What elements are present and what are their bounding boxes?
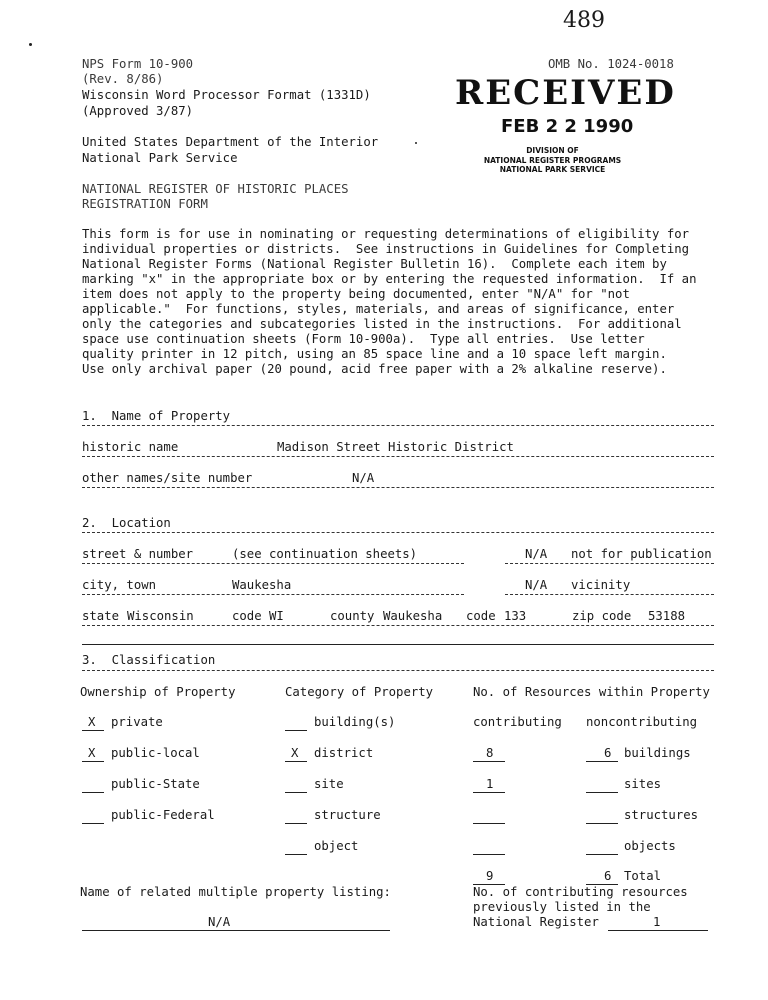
county-value: Waukesha — [383, 609, 443, 623]
instructions-line: individual properties or districts. See instructions in Guidelines for Completing — [82, 242, 690, 256]
instructions-line: marking "x" in the appropriate box or by entering the requested information. If an — [82, 272, 697, 286]
stray-mark — [415, 142, 417, 144]
instructions-line: quality printer in 12 pitch, using an 85 space line and a 10 space left margin. — [82, 347, 667, 361]
category-label: district — [314, 746, 374, 760]
contributing-count: 8 — [486, 746, 494, 760]
stamp-received-text: RECEIVED — [455, 73, 676, 113]
noncontributing-count: 6 — [604, 746, 612, 760]
agency-line: National Park Service — [82, 151, 238, 165]
section-heading: 2. Location — [82, 516, 171, 530]
category-label: structure — [314, 808, 381, 822]
instructions-line: only the categories and subcategories listed in the instructions. For additional — [82, 317, 682, 331]
instructions-line: National Register Forms (National Register Bulletin 16). Complete each item by — [82, 257, 667, 271]
field-underline — [82, 487, 714, 488]
section-heading: 3. Classification — [82, 653, 216, 667]
street-label: street & number — [82, 547, 194, 561]
checkbox-buildings[interactable] — [285, 730, 307, 731]
resource-type-label: structures — [624, 808, 699, 822]
omb-number: OMB No. 1024-0018 — [548, 57, 674, 71]
noncontributing-field[interactable] — [586, 823, 618, 824]
zip-label: zip code — [572, 609, 632, 623]
instructions-line: This form is for use in nominating or requesting determinations of eligibility for — [82, 227, 690, 241]
zip-value: 53188 — [648, 609, 686, 623]
resource-type-label: objects — [624, 839, 676, 853]
instructions-line: space use continuation sheets (Form 10-900a). Type all entries. Use letter — [82, 332, 645, 346]
stamp-division — [465, 146, 640, 175]
check-mark: X — [88, 715, 96, 729]
contributing-field[interactable] — [473, 823, 505, 824]
county-code-value: 133 — [504, 609, 527, 623]
state-label: state — [82, 609, 120, 623]
previous-listed-field[interactable] — [608, 930, 708, 931]
county-label: county — [330, 609, 375, 623]
related-listing-value: N/A — [208, 915, 231, 929]
ownership-label: public-Federal — [111, 808, 215, 822]
form-title: NATIONAL REGISTER OF HISTORIC PLACES — [82, 182, 349, 196]
form-line: (Approved 3/87) — [82, 104, 194, 118]
received-stamp — [455, 73, 676, 183]
noncontributing-field[interactable] — [586, 761, 618, 762]
contributing-label: contributing — [473, 715, 562, 729]
category-label: building(s) — [314, 715, 396, 729]
noncontributing-total: 6 — [604, 869, 612, 883]
city-value: Waukesha — [232, 578, 292, 592]
form-line: Wisconsin Word Processor Format (1331D) — [82, 88, 371, 102]
noncontributing-label: noncontributing — [586, 715, 698, 729]
resource-type-label: buildings — [624, 746, 691, 760]
checkbox-public-local[interactable] — [82, 761, 104, 762]
checkbox-public-state[interactable] — [82, 792, 104, 793]
resource-type-label: sites — [624, 777, 662, 791]
resources-heading: No. of Resources within Property — [473, 685, 710, 699]
contributing-total: 9 — [486, 869, 494, 883]
field-underline — [82, 456, 714, 457]
code-label: code — [466, 609, 496, 623]
stamp-date: FEB 2 2 1990 — [501, 116, 634, 137]
category-label: site — [314, 777, 344, 791]
category-heading: Category of Property — [285, 685, 434, 699]
street-value: (see continuation sheets) — [232, 547, 418, 561]
handwritten-page-number: 489 — [563, 8, 605, 33]
contributing-count: 1 — [486, 777, 494, 791]
vicinity-label: vicinity — [571, 578, 631, 592]
field-underline — [82, 594, 464, 595]
instructions-line: item does not apply to the property being documented, enter "N/A" for "not — [82, 287, 630, 301]
stray-mark — [29, 43, 32, 46]
previous-listed-line: previously listed in the — [473, 900, 651, 914]
previous-listed-line: No. of contributing resources — [473, 885, 688, 899]
checkbox-private[interactable] — [82, 730, 104, 731]
code-label: code — [232, 609, 262, 623]
contributing-field[interactable] — [473, 854, 505, 855]
other-names-label: other names/site number — [82, 471, 253, 485]
field-underline — [82, 563, 464, 564]
vicinity-value: N/A — [525, 578, 548, 592]
ownership-label: public-State — [111, 777, 200, 791]
instructions-line: applicable." For functions, styles, materials, and areas of significance, enter — [82, 302, 675, 316]
divider — [82, 532, 714, 533]
related-listing-field[interactable] — [82, 930, 390, 931]
divider — [82, 425, 714, 426]
city-label: city, town — [82, 578, 157, 592]
check-mark: X — [291, 746, 299, 760]
form-line: NPS Form 10-900 — [82, 57, 194, 71]
state-code-value: WI — [269, 609, 284, 623]
previous-listed-value: 1 — [653, 915, 661, 929]
section-separator — [82, 644, 714, 645]
not-for-publication-value: N/A — [525, 547, 548, 561]
field-underline — [82, 625, 714, 626]
agency-line: United States Department of the Interior — [82, 135, 379, 149]
stamp-division-line: NATIONAL REGISTER PROGRAMS — [483, 155, 622, 165]
historic-name-label: historic name — [82, 440, 179, 454]
form-title: REGISTRATION FORM — [82, 197, 208, 211]
ownership-heading: Ownership of Property — [80, 685, 236, 699]
other-names-value: N/A — [352, 471, 375, 485]
state-value: Wisconsin — [127, 609, 194, 623]
stamp-division-line: NATIONAL PARK SERVICE — [499, 165, 606, 174]
checkbox-structure[interactable] — [285, 823, 307, 824]
check-mark: X — [88, 746, 96, 760]
divider — [82, 670, 714, 671]
form-line: (Rev. 8/86) — [82, 72, 164, 86]
previous-listed-line: National Register — [473, 915, 599, 929]
checkbox-public-federal[interactable] — [82, 823, 104, 824]
related-listing-label: Name of related multiple property listing: — [80, 885, 391, 899]
instructions-line: Use only archival paper (20 pound, acid free paper with a 2% alkaline reserve). — [82, 362, 667, 376]
section-heading: 1. Name of Property — [82, 409, 231, 423]
noncontributing-field[interactable] — [586, 792, 618, 793]
total-label: Total — [624, 869, 662, 883]
field-underline — [505, 563, 714, 564]
category-label: object — [314, 839, 359, 853]
ownership-label: public-local — [111, 746, 200, 760]
field-underline — [505, 594, 714, 595]
checkbox-object[interactable] — [285, 854, 307, 855]
checkbox-site[interactable] — [285, 792, 307, 793]
checkbox-district[interactable] — [285, 761, 307, 762]
not-for-publication-label: not for publication — [571, 547, 712, 561]
historic-name-value: Madison Street Historic District — [277, 440, 514, 454]
stamp-division-line: DIVISION OF — [526, 146, 579, 155]
ownership-label: private — [111, 715, 163, 729]
noncontributing-field[interactable] — [586, 854, 618, 855]
